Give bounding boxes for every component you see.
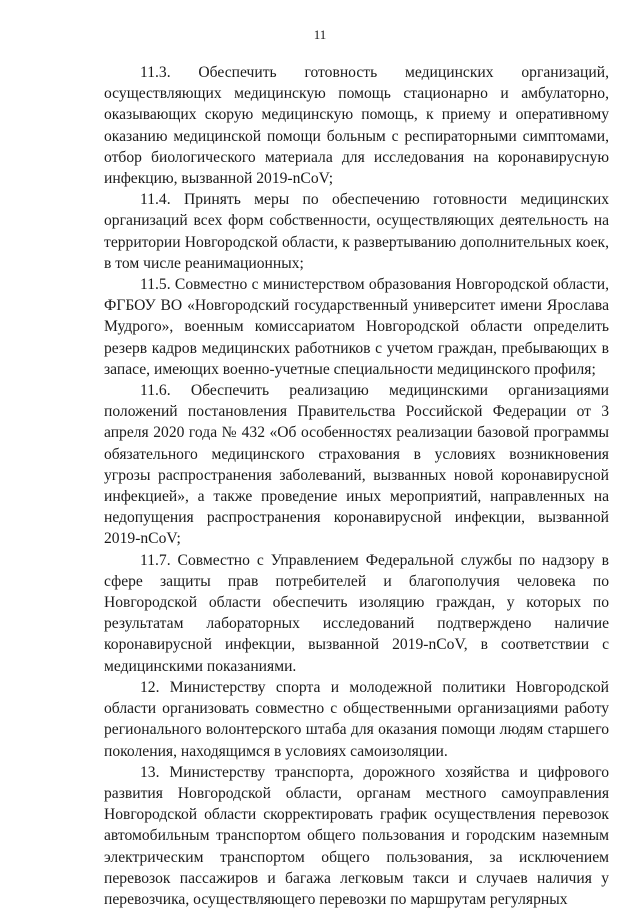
- paragraph-11-4: 11.4. Принять меры по обеспечению готовности медицинских организаций всех форм собственности, осуществляющих деятельность на территории Новгородской области, к развертыванию дополнительных коек, в том числе реанимационных;: [104, 191, 609, 272]
- paragraph-11-5: 11.5. Совместно с министерством образования Новгородской области, ФГБОУ ВО «Новгородский государственный университет имени Ярослава Мудрого», военным комиссариатом Новгородской области определить резерв кадров медицинских работников с учетом граждан, пребывающих в запасе, имеющих военно-учетные специальности медицинского профиля;: [104, 276, 609, 378]
- document-body: [104, 62, 609, 910]
- paragraph-11-7: 11.7. Совместно с Управлением Федеральной службы по надзору в сфере защиты прав потребителей и благополучия человека по Новгородской области обеспечить изоляцию граждан, у которых по результатам лабораторных исследований подтверждено наличие коронавирусной инфекции, вызванной 2019-nCoV, в соответствии с медицинскими показаниями.: [104, 551, 609, 675]
- paragraph-13: 13. Министерству транспорта, дорожного хозяйства и цифрового развития Новгородской области, органам местного самоуправления Новгородской области скорректировать график осуществления перевозок автомобильным транспортом общего пользования и городским наземным электрическим транспортом общего пользования, за исключением перевозок пассажиров и багажа легковым такси и случаев наличия у перевозчика, осуществляющего перевозки по маршрутам регулярных: [104, 763, 609, 908]
- paragraph-11-3: 11.3. Обеспечить готовность медицинских организаций, осуществляющих медицинскую помощь стационарно и амбулаторно, оказывающих скорую медицинскую помощь, к приему и оперативному оказанию медицинской помощи больным с респираторными симптомами, отбор биологического материала для исследования на коронавирусную инфекцию, вызванной 2019-nCoV;: [104, 64, 609, 188]
- paragraph-11-6: 11.6. Обеспечить реализацию медицинскими организациями положений постановления Правительства Российской Федерации от 3 апреля 2020 года № 432 «Об особенностях реализации базовой программы обязательного медицинского страхования в условиях возникновения угрозы распространения заболеваний, вызванных новой коронавирусной инфекцией», а также проведение иных мероприятий, направленных на недопущения распространения коронавирусной инфекции, вызванной 2019-nCoV;: [104, 382, 609, 548]
- page-number: 11: [313, 27, 327, 42]
- paragraph-12: 12. Министерству спорта и молодежной политики Новгородской области организовать совместно с общественными организациями работу регионального волонтерского штаба для оказания помощи людям старшего поколения, находящимся в условиях самоизоляции.: [104, 678, 609, 760]
